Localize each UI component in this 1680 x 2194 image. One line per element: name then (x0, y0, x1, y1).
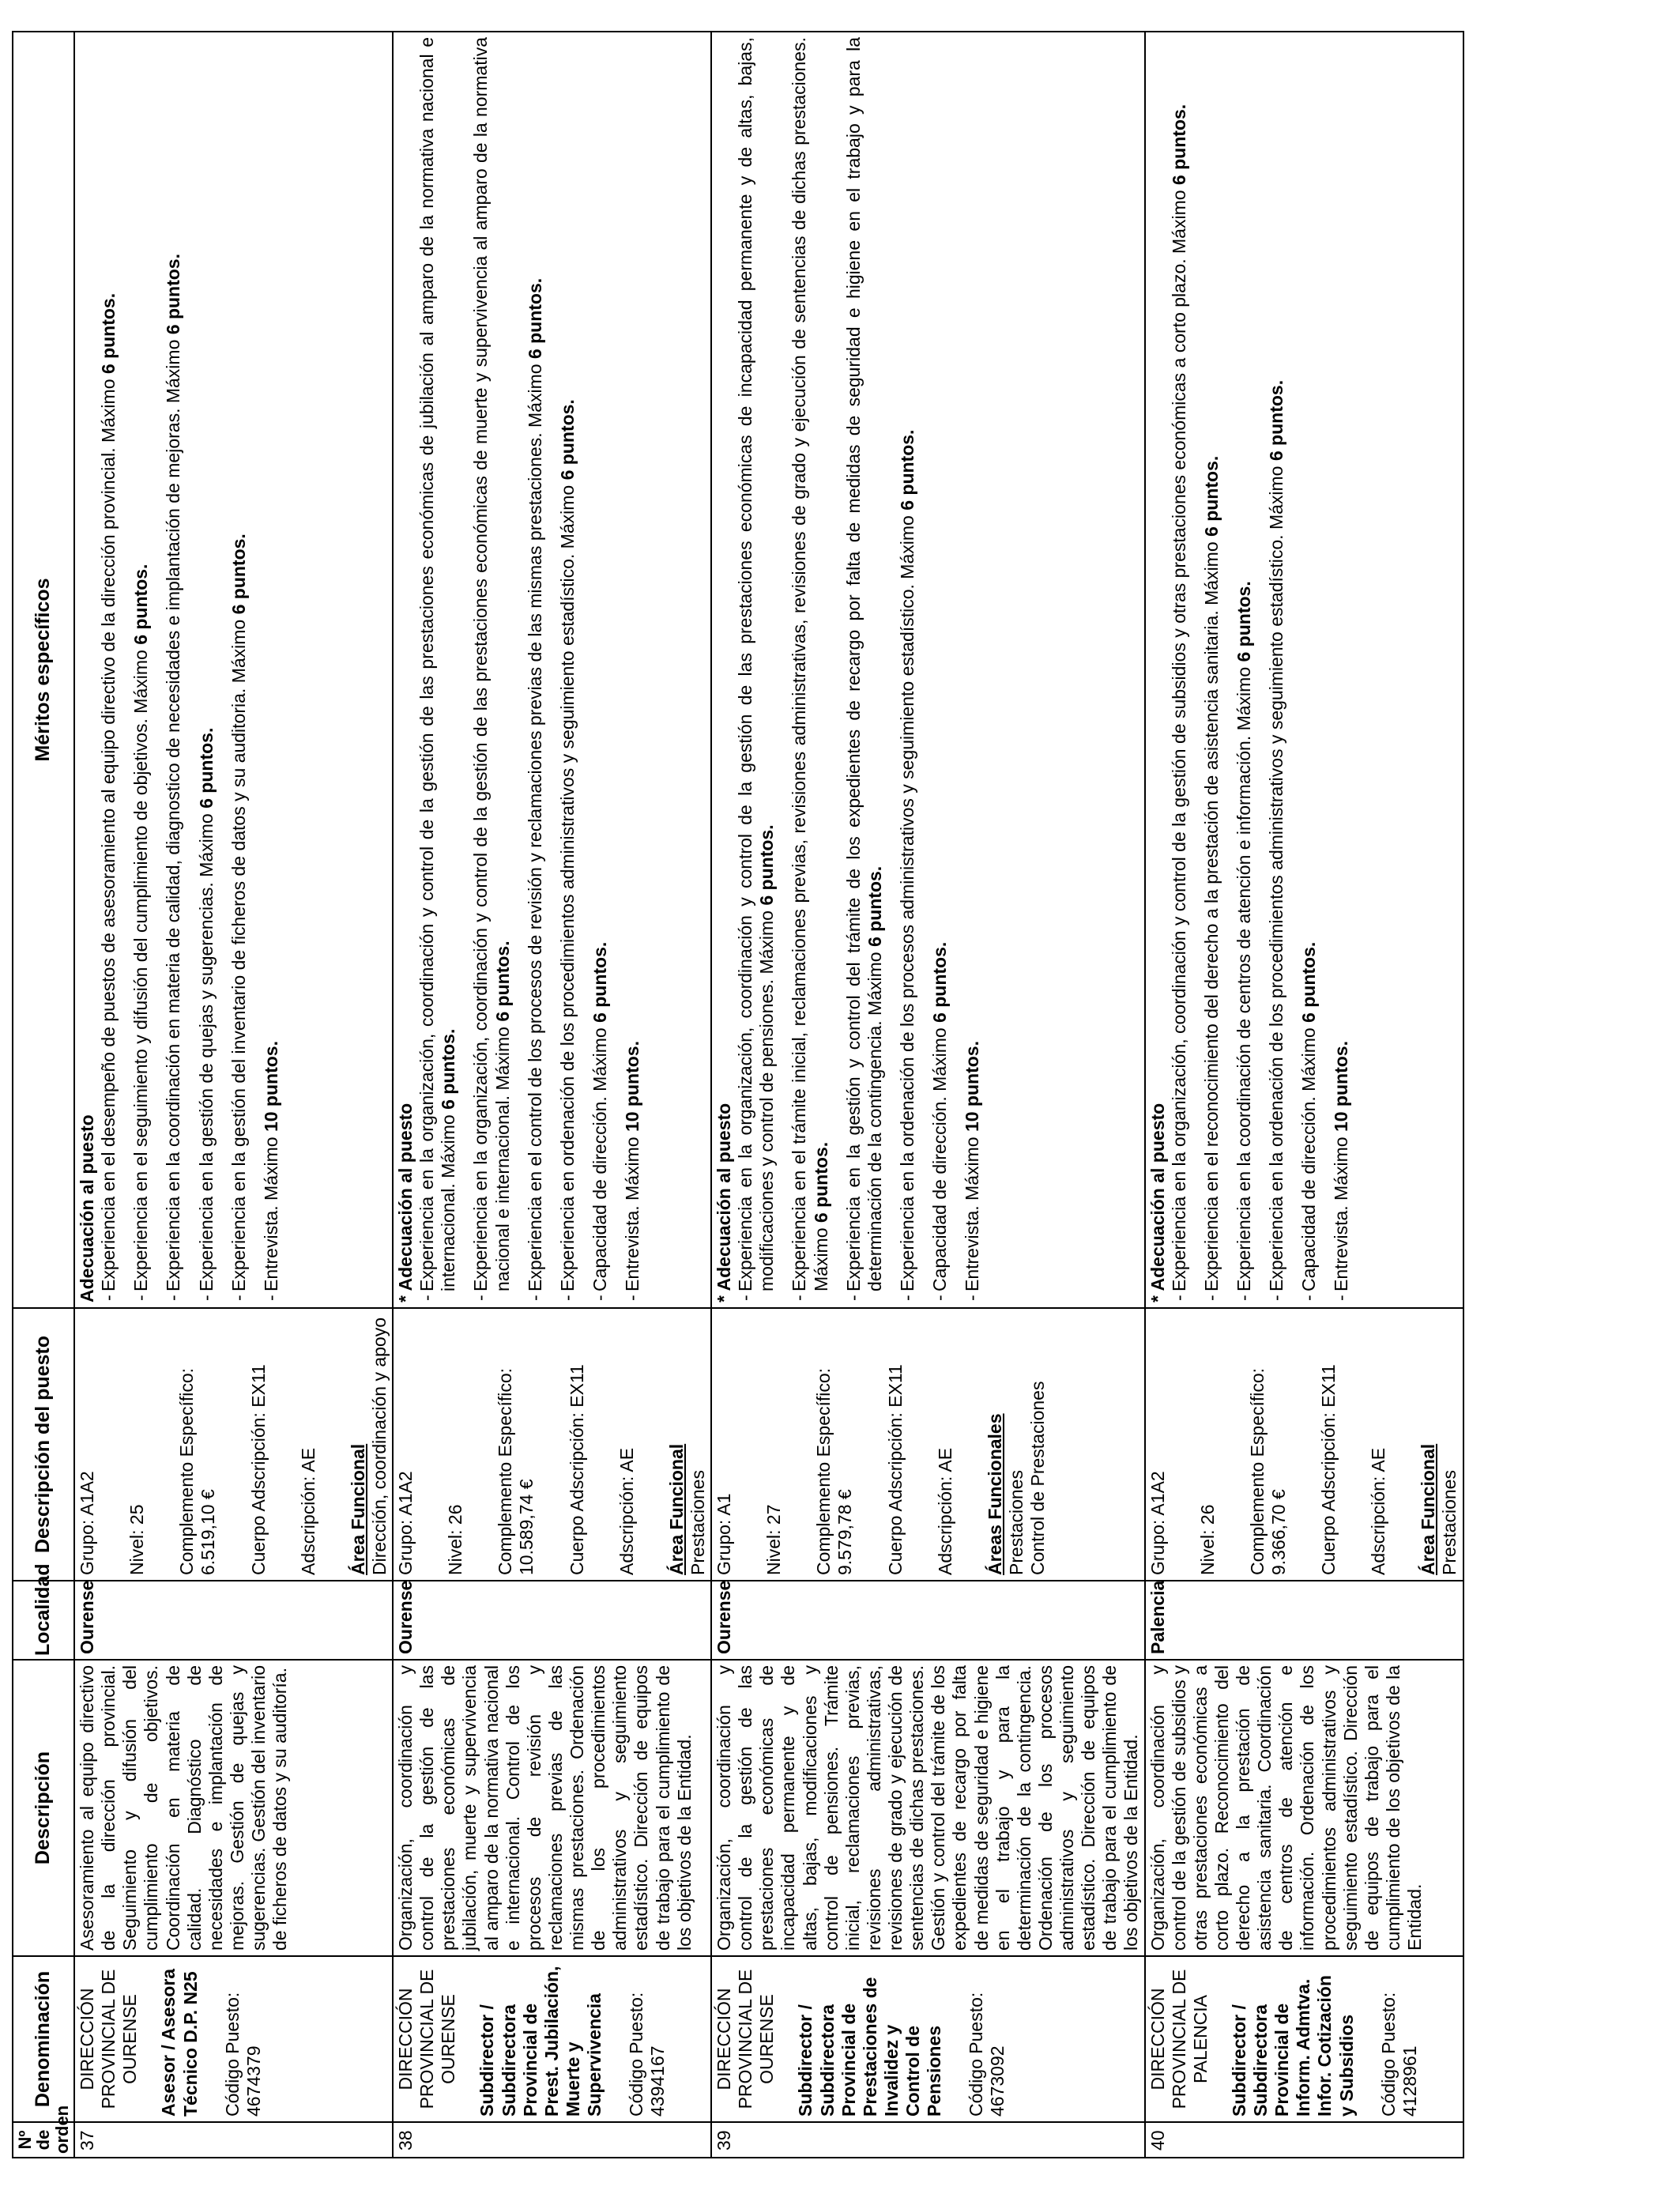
adscripcion-field: Adscripción: AE (934, 1447, 955, 1575)
row-number-value: 39 (714, 2130, 734, 2151)
grupo-field: Grupo: A1 (714, 1493, 734, 1575)
merito-points: 6 puntos. (1298, 941, 1320, 1023)
meritos-heading: * Adecuación al puesto (395, 1103, 416, 1302)
puesto-title: Subdirector / Subdirectora Provincial de Prestaciones de Invalidez y Control de Pensiones (795, 1977, 945, 2117)
table-row (74, 32, 393, 2158)
cuerpo-field: Cuerpo Adscripción: EX11 (247, 1364, 269, 1575)
row-number-value: 38 (395, 2130, 416, 2151)
descripcion-text: Organización, coordinación y control de la gestión de las prestaciones económicas de jubilación, muerte y supervivencia al amparo de la normativa nacional e internacional. Control de los procesos de revisión y reclamaciones previas de las mismas prestaciones. Ordenación de los procedimientos administrativos y seguimiento estadístico. Dirección de equipos de trabajo para el cumplimiento de los objetivos de la Entidad. (395, 1665, 695, 1951)
merito-points: 10 puntos. (622, 1041, 642, 1133)
merito-points: 6 puntos. (1168, 104, 1189, 186)
merito-text: Experiencia en la organización, coordinación y control de la gestión de las prestaciones económicas de incapacidad permanente y de altas, bajas, modificaciones y control de pensiones. Máximo (735, 37, 778, 1291)
area-funcional-value: Dirección, coordinación y apoyo (368, 1317, 390, 1575)
localidad-cell (1145, 1581, 1463, 1660)
meritos-heading: Adecuación al puesto (77, 1114, 97, 1302)
complemento-field: Complemento Específico: 9.366,70 € (1246, 1367, 1289, 1575)
merito-item (196, 37, 217, 1302)
merito-item (228, 37, 250, 1302)
merito-text: Entrevista. Máximo (622, 1132, 642, 1291)
merito-points: 10 puntos. (1331, 1041, 1352, 1133)
merito-points: 6 puntos. (929, 941, 950, 1023)
table-row (393, 32, 711, 2158)
header-descripcion: Descripción (13, 1660, 74, 1956)
merito-points: 6 puntos. (589, 941, 610, 1023)
complemento-field: Complemento Específico: 9.579,78 € (813, 1367, 856, 1575)
nivel-field: Nivel: 27 (763, 1504, 785, 1575)
merito-points: 6 puntos. (524, 277, 545, 360)
merito-text: Experiencia en el control de los procesos de revisión y reclamaciones previas de las mismas prestaciones. Máximo (524, 359, 545, 1291)
cuerpo-field: Cuerpo Adscripción: EX11 (1318, 1364, 1339, 1575)
puesto-title: Subdirector / Subdirectora Provincial de Prest. Jubilación, Muerte y Supervivencia (477, 1966, 605, 2117)
merito-item (622, 37, 643, 1302)
meritos-cell (1145, 32, 1463, 1308)
row-number (393, 2122, 711, 2158)
meritos-list (98, 37, 282, 1302)
localidad-value: Ourense (714, 1580, 734, 1654)
area-funcional-label: Área Funcional (665, 1443, 687, 1575)
merito-item (789, 37, 831, 1302)
localidad-cell (74, 1581, 393, 1660)
header-row (13, 32, 74, 2158)
row-number (711, 2122, 1145, 2158)
direccion-label: DIRECCIÓN PROVINCIAL DE OURENSE (77, 1969, 141, 2109)
area-funcional-values (369, 1314, 390, 1575)
codigo-puesto: Código Puesto: 4128961 (1377, 1992, 1420, 2117)
merito-item (897, 37, 918, 1302)
descripcion-cell (1145, 1660, 1463, 1956)
meritos-cell (393, 32, 711, 1308)
merito-text: Capacidad de dirección. Máximo (589, 1022, 610, 1291)
merito-item (130, 37, 152, 1302)
descripcion-cell (74, 1660, 393, 1956)
nivel-field: Nivel: 25 (126, 1504, 148, 1575)
grupo-field: Grupo: A1A2 (1147, 1471, 1168, 1575)
merito-item (590, 37, 611, 1302)
merito-text: Entrevista. Máximo (1331, 1132, 1352, 1291)
codigo-puesto: Código Puesto: 4673092 (966, 1992, 1008, 2117)
merito-points: 6 puntos. (864, 865, 885, 948)
descripcion-puesto-cell (1145, 1308, 1463, 1581)
merito-text: Experiencia en la ordenación de los procesos administrativos y seguimiento estadístico. Máximo (896, 510, 917, 1291)
header-descripcion-puesto: Descripción del puesto (13, 1308, 74, 1581)
vacancies-table (12, 31, 1464, 2158)
meritos-heading: * Adecuación al puesto (714, 1103, 734, 1302)
complemento-field: Complemento Específico: 6.519,10 € (176, 1367, 219, 1575)
merito-item (1169, 37, 1190, 1302)
descripcion-puesto-cell (74, 1308, 393, 1581)
descripcion-cell (393, 1660, 711, 1956)
merito-text: Experiencia en la gestión del inventario de ficheros de datos y su auditoria. Máximo (228, 614, 249, 1291)
descripcion-puesto-cell (711, 1308, 1145, 1581)
localidad-value: Ourense (395, 1580, 416, 1654)
area-funcional-values (1439, 1314, 1460, 1575)
merito-text: Experiencia en la gestión y control del trámite de los expedientes de recargo por falta de medidas de seguridad e higiene en el trabajo y para la determinación de la contingencia. Máximo (842, 37, 885, 1291)
merito-points: 6 puntos. (228, 533, 249, 615)
cuerpo-field: Cuerpo Adscripción: EX11 (566, 1364, 587, 1575)
merito-points: 6 puntos. (438, 1028, 459, 1110)
merito-text: Entrevista. Máximo (260, 1132, 281, 1291)
merito-item (1298, 37, 1320, 1302)
merito-item (1266, 37, 1287, 1302)
grupo-field: Grupo: A1A2 (395, 1471, 416, 1575)
row-number-value: 37 (77, 2130, 97, 2151)
merito-text: Experiencia en la coordinación en materia de calidad, diagnostico de necesidades e implantación de mejoras. Máximo (163, 334, 184, 1291)
merito-points: 6 puntos. (492, 941, 513, 1022)
direccion-label: DIRECCIÓN PROVINCIAL DE OURENSE (395, 1969, 459, 2109)
grupo-field: Grupo: A1A2 (77, 1471, 97, 1575)
localidad-value: Ourense (77, 1580, 97, 1654)
denominacion-cell (393, 1956, 711, 2122)
area-funcional-value: Control de Prestaciones (1027, 1381, 1048, 1575)
merito-text: Experiencia en el reconocimiento del derecho a la prestación de asistencia sanitaria. Máximo (1200, 536, 1222, 1291)
direccion-label: DIRECCIÓN PROVINCIAL DE PALENCIA (1147, 1969, 1211, 2109)
area-funcional-values (1006, 1314, 1049, 1575)
row-number (1145, 2122, 1463, 2158)
merito-item (1331, 37, 1352, 1302)
area-funcional-label: Área Funcional (1418, 1443, 1439, 1575)
codigo-puesto: Código Puesto: 4394167 (626, 1992, 669, 2117)
merito-points: 6 puntos. (1200, 455, 1222, 537)
merito-points: 6 puntos. (163, 254, 184, 335)
area-funcional-values (687, 1314, 709, 1575)
merito-points: 6 puntos. (130, 564, 152, 645)
merito-points: 10 puntos. (962, 1041, 983, 1133)
merito-item (929, 37, 951, 1302)
descripcion-text: Organización, coordinación y control de la gestión de subsidios y otras prestaciones económicas a corto plazo. Reconocimiento del derecho a la prestación de asistencia sanitaria. Coordinación de centros de atención e información. Ordenación de los procedimientos administrativos y seguimiento estadístico. Dirección de equipos de trabajo para el cumplimiento de los objetivos de la Entidad. (1147, 1665, 1425, 1951)
localidad-cell (711, 1581, 1145, 1660)
adscripcion-field: Adscripción: AE (616, 1447, 637, 1575)
merito-item (98, 37, 119, 1302)
merito-points: 6 puntos. (1266, 379, 1286, 462)
meritos-cell (711, 32, 1145, 1308)
merito-item (416, 37, 459, 1302)
denominacion-cell (74, 1956, 393, 2122)
merito-item (525, 37, 546, 1302)
merito-text: Capacidad de dirección. Máximo (929, 1022, 950, 1291)
merito-text: Experiencia en la ordenación de los procedimientos administrativos y seguimiento estadístico. Máximo (1266, 461, 1286, 1291)
merito-item (1201, 37, 1222, 1302)
merito-item (843, 37, 886, 1302)
merito-item (1234, 37, 1255, 1302)
table-body (74, 32, 1463, 2158)
merito-text: Capacidad de dirección. Máximo (1298, 1022, 1320, 1291)
descripcion-text: Asesoramiento al equipo directivo de la dirección provincial. Seguimiento y difusión del cumplimiento de objetivos. Coordinación en materia de calidad. Diagnóstico de necesidades e implantación de mejoras. Gestión de quejas y sugerencias. Gestión del inventario de ficheros de datos y su auditoría. (77, 1665, 291, 1951)
row-number-value: 40 (1147, 2130, 1168, 2151)
merito-item (557, 37, 578, 1302)
merito-item (962, 37, 983, 1302)
area-funcional-value: Prestaciones (687, 1470, 708, 1575)
nivel-field: Nivel: 26 (445, 1504, 466, 1575)
area-funcional-value: Prestaciones (1005, 1470, 1026, 1575)
merito-text: Experiencia en la organización, coordinación y control de la gestión de subsidios y otras prestaciones económicas a corto plazo. Máximo (1168, 185, 1189, 1291)
nivel-field: Nivel: 26 (1196, 1504, 1218, 1575)
merito-text: Experiencia en la organización, coordinación y control de la gestión de las prestaciones económicas de jubilación al amparo de la normativa nacional e internacional. Máximo (416, 37, 459, 1291)
merito-points: 6 puntos. (195, 727, 217, 809)
cuerpo-field: Cuerpo Adscripción: EX11 (884, 1364, 906, 1575)
complemento-field: Complemento Específico: 10.589,74 € (495, 1367, 537, 1575)
merito-text: Experiencia en el desempeño de puestos de asesoramiento al equipo directivo de la dirección provincial. Máximo (98, 374, 119, 1291)
merito-points: 6 puntos. (1233, 581, 1254, 662)
merito-points: 6 puntos. (556, 399, 578, 481)
table-row (711, 32, 1145, 2158)
meritos-list (735, 37, 983, 1302)
merito-text: Experiencia en la gestión de quejas y sugerencias. Máximo (195, 808, 217, 1291)
localidad-cell (393, 1581, 711, 1660)
meritos-cell (74, 32, 393, 1308)
row-number (74, 2122, 393, 2158)
merito-points: 10 puntos. (260, 1041, 281, 1133)
merito-item (261, 37, 282, 1302)
localidad-value: Palencia (1147, 1580, 1168, 1654)
table-row (1145, 32, 1463, 2158)
header-denominacion: Denominación (13, 1956, 74, 2122)
adscripcion-field: Adscripción: AE (1368, 1447, 1389, 1575)
merito-text: Experiencia en el seguimiento y difusión del cumplimiento de objetivos. Máximo (130, 644, 152, 1291)
meritos-list (416, 37, 643, 1302)
merito-text: Experiencia en la organización, coordinación y control de la gestión de las prestaciones económicas de muerte y supervivencia al amparo de la normativa nacional e internacional. Máximo (470, 37, 513, 1291)
puesto-title: Asesor / Asesora Técnico D.P. N25 (158, 1968, 201, 2117)
header-meritos: Méritos específicos (13, 32, 74, 1308)
merito-item (735, 37, 778, 1302)
merito-text: Experiencia en ordenación de los procedimientos administrativos y seguimiento estadístico. Máximo (556, 480, 578, 1291)
descripcion-puesto-cell (393, 1308, 711, 1581)
adscripcion-field: Adscripción: AE (297, 1447, 318, 1575)
area-funcional-label: Área Funcional (347, 1443, 368, 1575)
merito-points: 6 puntos. (756, 824, 778, 906)
header-num: Nº de orden (13, 2122, 74, 2158)
merito-text: Experiencia en el trámite inicial, reclamaciones previas, revisiones administrativas, revisiones de grado y ejecución de sentencias de dichas prestaciones. Máximo (789, 37, 831, 1291)
codigo-puesto: Código Puesto: 4674379 (221, 1992, 264, 2117)
merito-points: 6 puntos. (896, 429, 917, 511)
meritos-heading: * Adecuación al puesto (1147, 1103, 1168, 1302)
meritos-list (1169, 37, 1353, 1302)
descripcion-text: Organización, coordinación y control de la gestión de las prestaciones económicas de incapacidad permanente y de altas, bajas, modificaciones y control de pensiones. Trámite inicial, reclamaciones previas, revisiones administrativas, revisiones de grado y ejecución de sentencias de dichas prestaciones. Gestión y control del trámite de los expedientes de recargo por falta de medidas de seguridad e higiene en el trabajo y para la determinación de la contingencia. Ordenación de los procesos administrativos y seguimiento estadístico. Dirección de equipos de trabajo para el cumplimiento de los objetivos de la Entidad. (714, 1665, 1142, 1951)
merito-item (163, 37, 184, 1302)
merito-text: Entrevista. Máximo (962, 1132, 983, 1291)
merito-item (470, 37, 513, 1302)
merito-points: 6 puntos. (810, 1141, 831, 1223)
area-funcional-value: Prestaciones (1439, 1470, 1460, 1575)
header-localidad: Localidad (13, 1581, 74, 1660)
direccion-label: DIRECCIÓN PROVINCIAL DE OURENSE (714, 1969, 778, 2109)
puesto-title: Subdirector / Subdirectora Provincial de Inform. Admtva. Infor. Cotización y Subsidios (1228, 1975, 1357, 2117)
descripcion-cell (711, 1660, 1145, 1956)
area-funcional-label: Áreas Funcionales (984, 1413, 1005, 1575)
merito-points: 6 puntos. (98, 292, 119, 375)
denominacion-cell (1145, 1956, 1463, 2122)
denominacion-cell (711, 1956, 1145, 2122)
merito-text: Experiencia en la coordinación de centros de atención e información. Máximo (1233, 662, 1254, 1291)
